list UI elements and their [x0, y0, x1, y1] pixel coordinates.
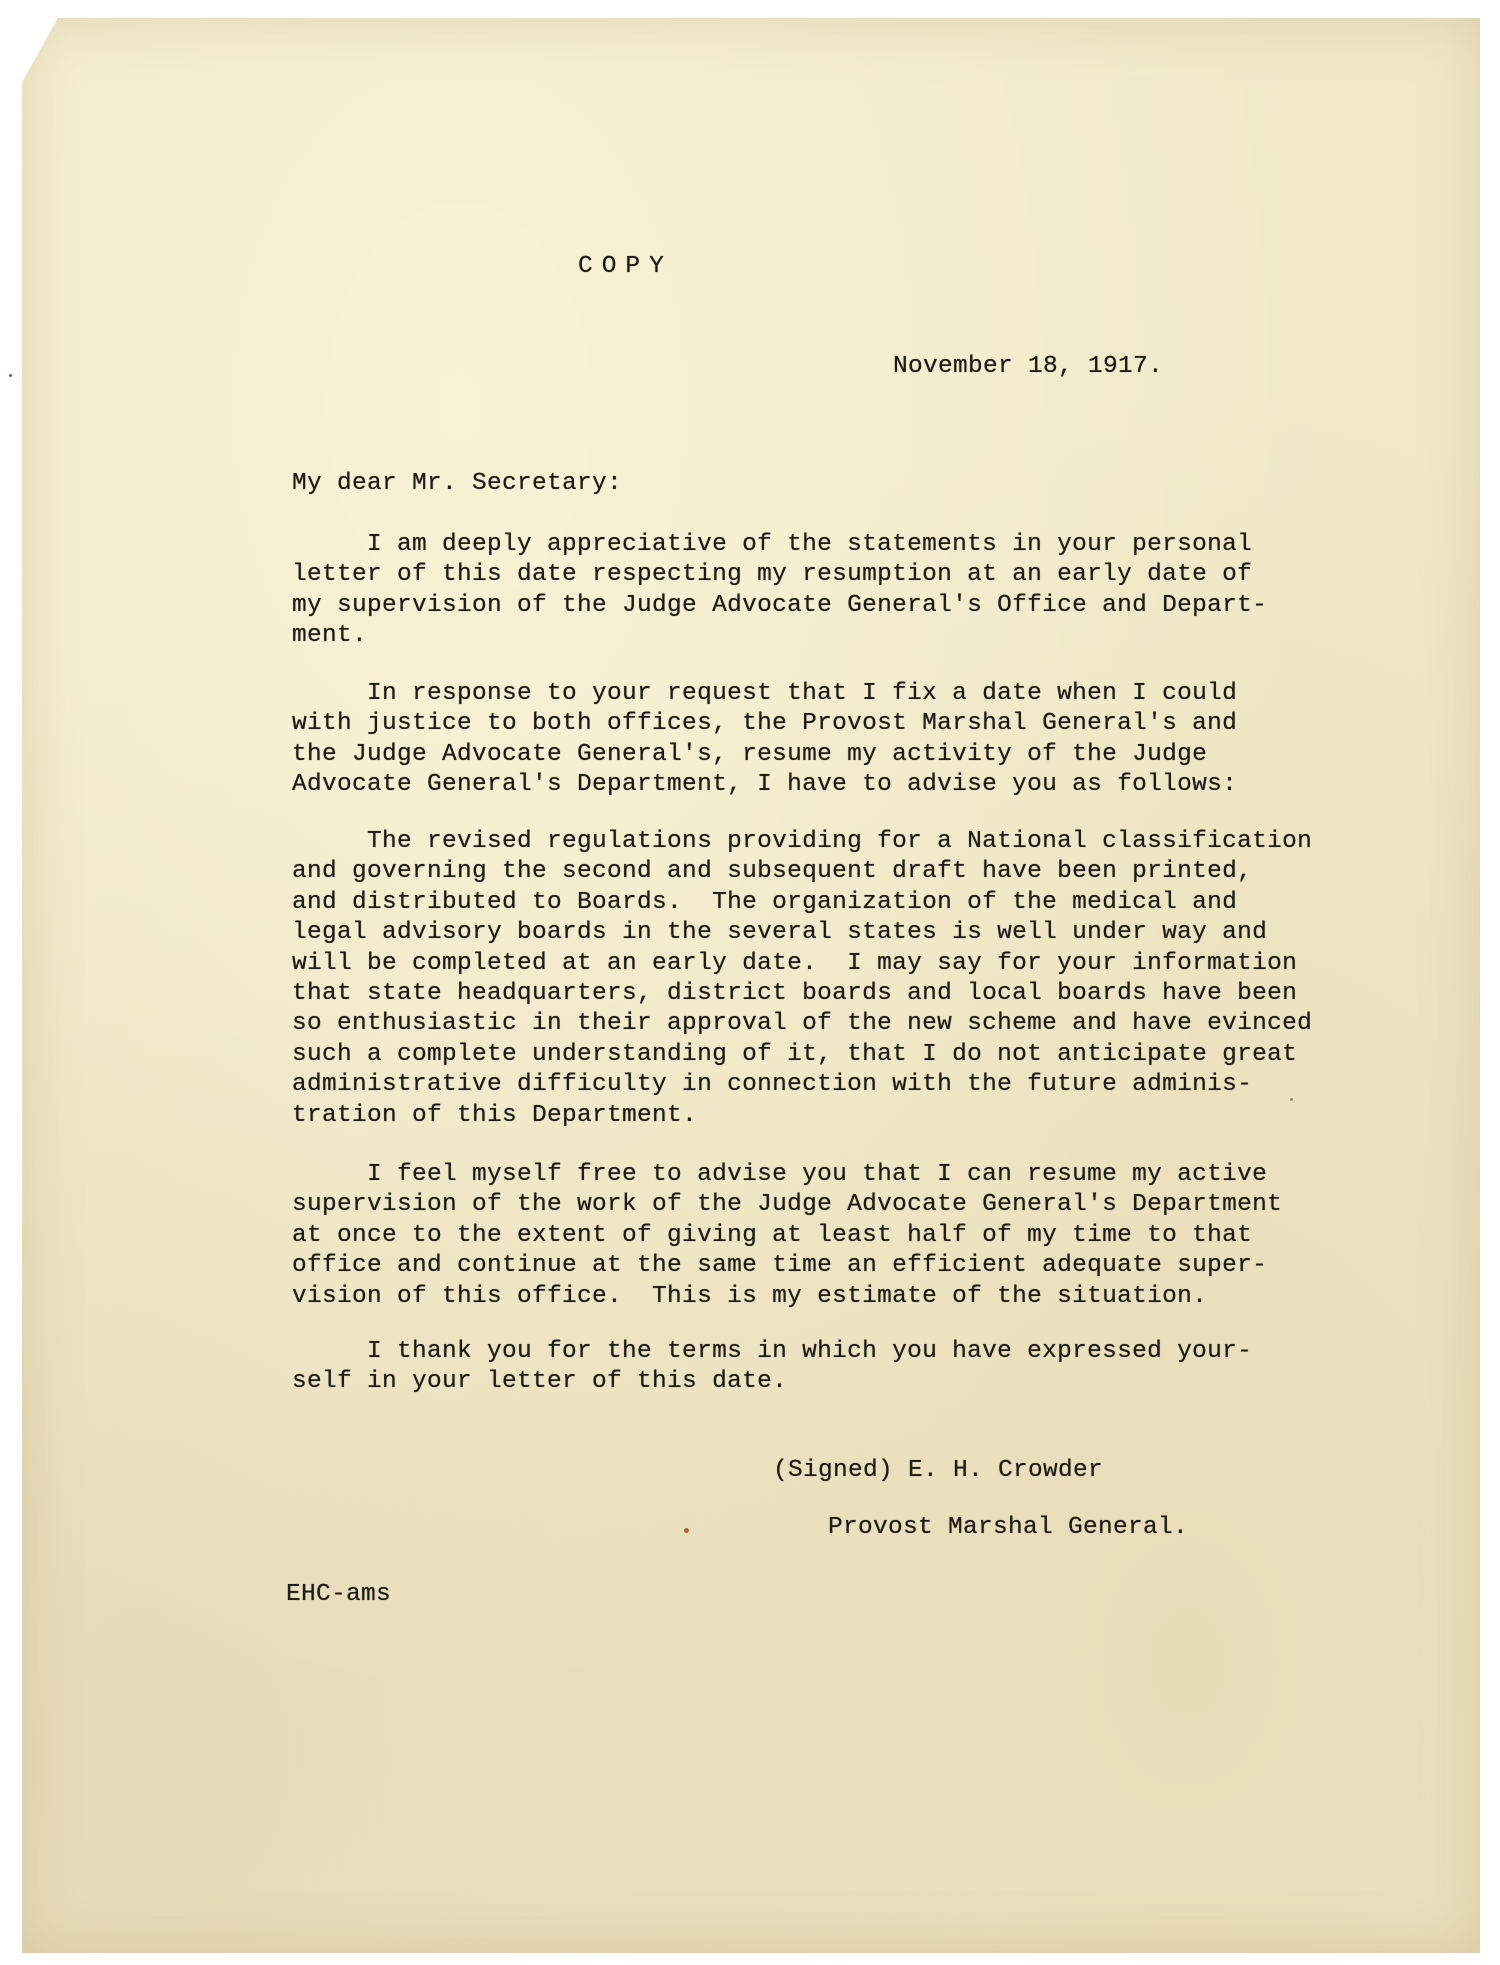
paragraph-line: I feel myself free to advise you that I can resume my active [292, 1161, 1268, 1188]
paragraph-line: with justice to both offices, the Provost Marshal General's and [292, 710, 1238, 738]
paper-speck [1290, 1098, 1293, 1101]
paragraph-line: In response to your request that I fix a date when I could [292, 680, 1238, 707]
salutation: My dear Mr. Secretary: [292, 470, 623, 497]
paragraph-line: that state headquarters, district boards and local boards have been [292, 979, 1298, 1007]
signature-line: (Signed) E. H. Crowder [773, 1457, 1104, 1484]
paragraph-line: at once to the extent of giving at least half of my time to that [292, 1221, 1253, 1249]
paragraph-line: supervision of the work of the Judge Advocate General's Department [292, 1191, 1283, 1219]
copy-heading: COPY [578, 253, 673, 280]
letter-date: November 18, 1917. [893, 353, 1164, 380]
paragraph-line: and governing the second and subsequent draft have been printed, [292, 858, 1253, 886]
paragraph-line: office and continue at the same time an efficient adequate super- [292, 1252, 1268, 1280]
paragraph-2 [292, 679, 1237, 801]
paragraph-line: legal advisory boards in the several states is well under way and [292, 919, 1268, 947]
paragraph-line: so enthusiastic in their approval of the new scheme and have evinced [292, 1010, 1313, 1038]
paragraph-5 [292, 1337, 1252, 1398]
paper-speck [684, 1528, 689, 1533]
paragraph-3 [292, 827, 1312, 1131]
paragraph-line: The revised regulations providing for a National classification [292, 828, 1313, 855]
paragraph-line: will be completed at an early date. I may say for your information [292, 949, 1298, 977]
torn-corner [22, 18, 58, 82]
paragraph-line: letter of this date respecting my resumption at an early date of [292, 561, 1253, 589]
reference-initials: EHC-ams [286, 1581, 392, 1608]
paper-speck [9, 374, 12, 377]
paragraph-line: ment. [292, 622, 368, 650]
paragraph-line: the Judge Advocate General's, resume my activity of the Judge [292, 740, 1208, 768]
paragraph-line: such a complete understanding of it, that I do not anticipate great [292, 1040, 1298, 1068]
paragraph-line: administrative difficulty in connection with the future adminis- [292, 1071, 1253, 1099]
paragraph-line: vision of this office. This is my estimate of the situation. [292, 1282, 1208, 1310]
paragraph-line: Advocate General's Department, I have to advise you as follows: [292, 771, 1238, 799]
signature-title: Provost Marshal General. [828, 1514, 1189, 1541]
paragraph-line: tration of this Department. [292, 1101, 698, 1129]
paragraph-line: I am deeply appreciative of the statements in your personal [292, 531, 1253, 558]
paragraph-4 [292, 1160, 1282, 1312]
paragraph-line: and distributed to Boards. The organization of the medical and [292, 888, 1238, 916]
paragraph-1 [292, 530, 1267, 652]
paragraph-line: self in your letter of this date. [292, 1368, 788, 1396]
paragraph-line: I thank you for the terms in which you have expressed your- [292, 1338, 1253, 1365]
paragraph-line: my supervision of the Judge Advocate General's Office and Depart- [292, 591, 1268, 619]
